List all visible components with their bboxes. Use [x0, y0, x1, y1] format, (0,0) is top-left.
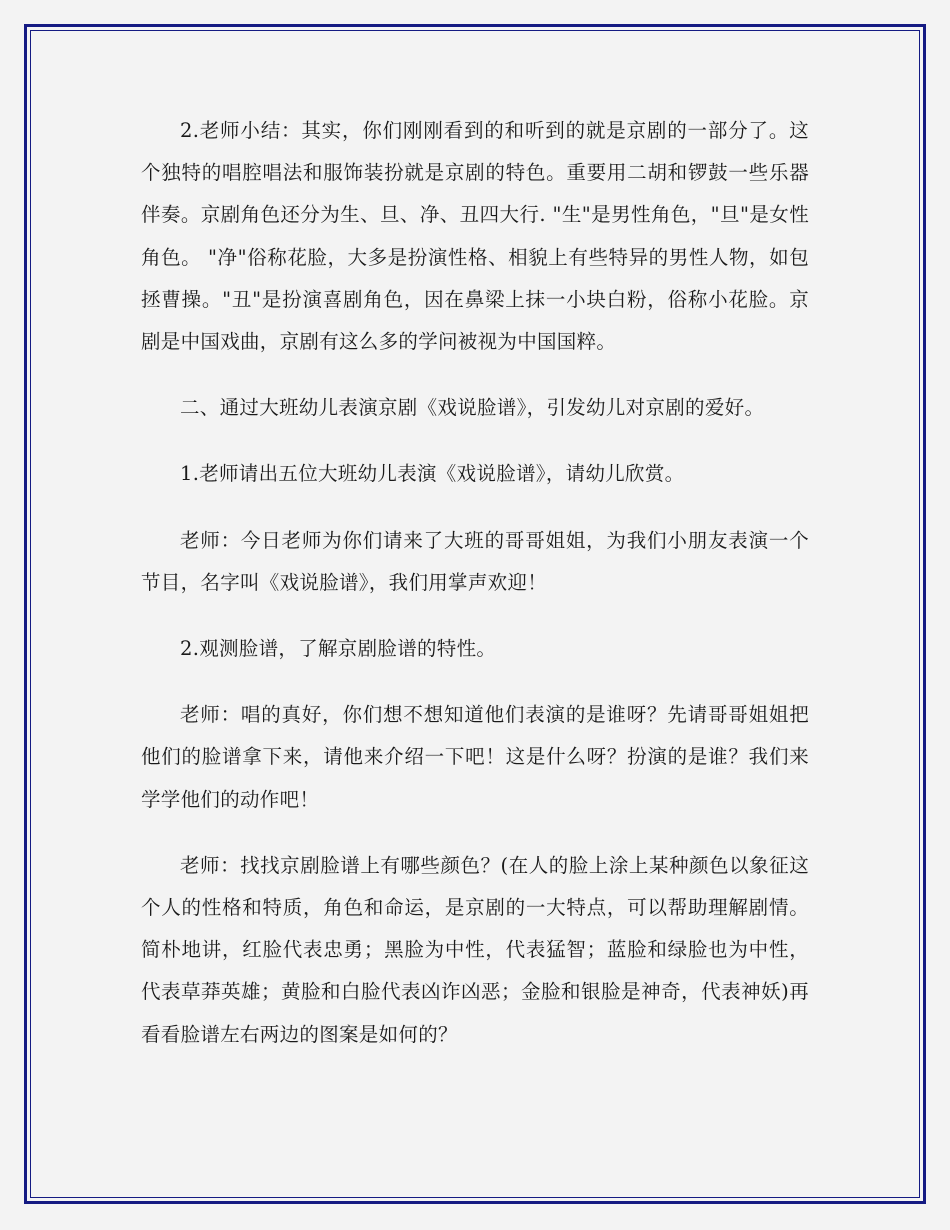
paragraph-step-1: 1.老师请出五位大班幼儿表演《戏说脸谱》，请幼儿欣赏。	[180, 462, 685, 486]
paragraph-step-2: 2.观测脸谱，了解京剧脸谱的特性。	[180, 637, 497, 661]
document-body	[141, 110, 809, 1080]
paragraph-teacher-intro: 老师：今日老师为你们请来了大班的哥哥姐姐，为我们小朋友表演一个节目，名字叫《戏说脸谱》，我们用掌声欢迎！	[141, 528, 809, 594]
paragraph-teacher-question: 老师：唱的真好，你们想不想知道他们表演的是谁呀？先请哥哥姐姐把他们的脸谱拿下来，请他来介绍一下吧！这是什么呀？扮演的是谁？我们来学学他们的动作吧！	[141, 703, 809, 811]
section-heading-performance: 二、通过大班幼儿表演京剧《戏说脸谱》，引发幼儿对京剧的爱好。	[180, 396, 765, 420]
paragraph-teacher-colors: 老师：找找京剧脸谱上有哪些颜色？(在人的脸上涂上某种颜色以象征这个人的性格和特质，角色和命运，是京剧的一大特点，可以帮助理解剧情。简朴地讲，红脸代表忠勇；黑脸为中性，代表猛智；蓝脸和绿脸也为中性，代表草莽英雄；黄脸和白脸代表凶诈凶恶；金脸和银脸是神奇，代表神妖)再看看脸谱左右两边的图案是如何的？	[141, 853, 809, 1046]
paragraph-summary: 2.老师小结：其实，你们刚刚看到的和听到的就是京剧的一部分了。这个独特的唱腔唱法和服饰装扮就是京剧的特色。重要用二胡和锣鼓一些乐器伴奏。京剧角色还分为生、旦、净、丑四大行. "生"是男性角色，"旦"是女性角色。 "净"俗称花脸，大多是扮演性格、相貌上有些特异的男性人物，如包拯曹操。"丑"是扮演喜剧角色，因在鼻梁上抹一小块白粉，俗称小花脸。京剧是中国戏曲，京剧有这么多的学问被视为中国国粹。	[141, 119, 809, 354]
